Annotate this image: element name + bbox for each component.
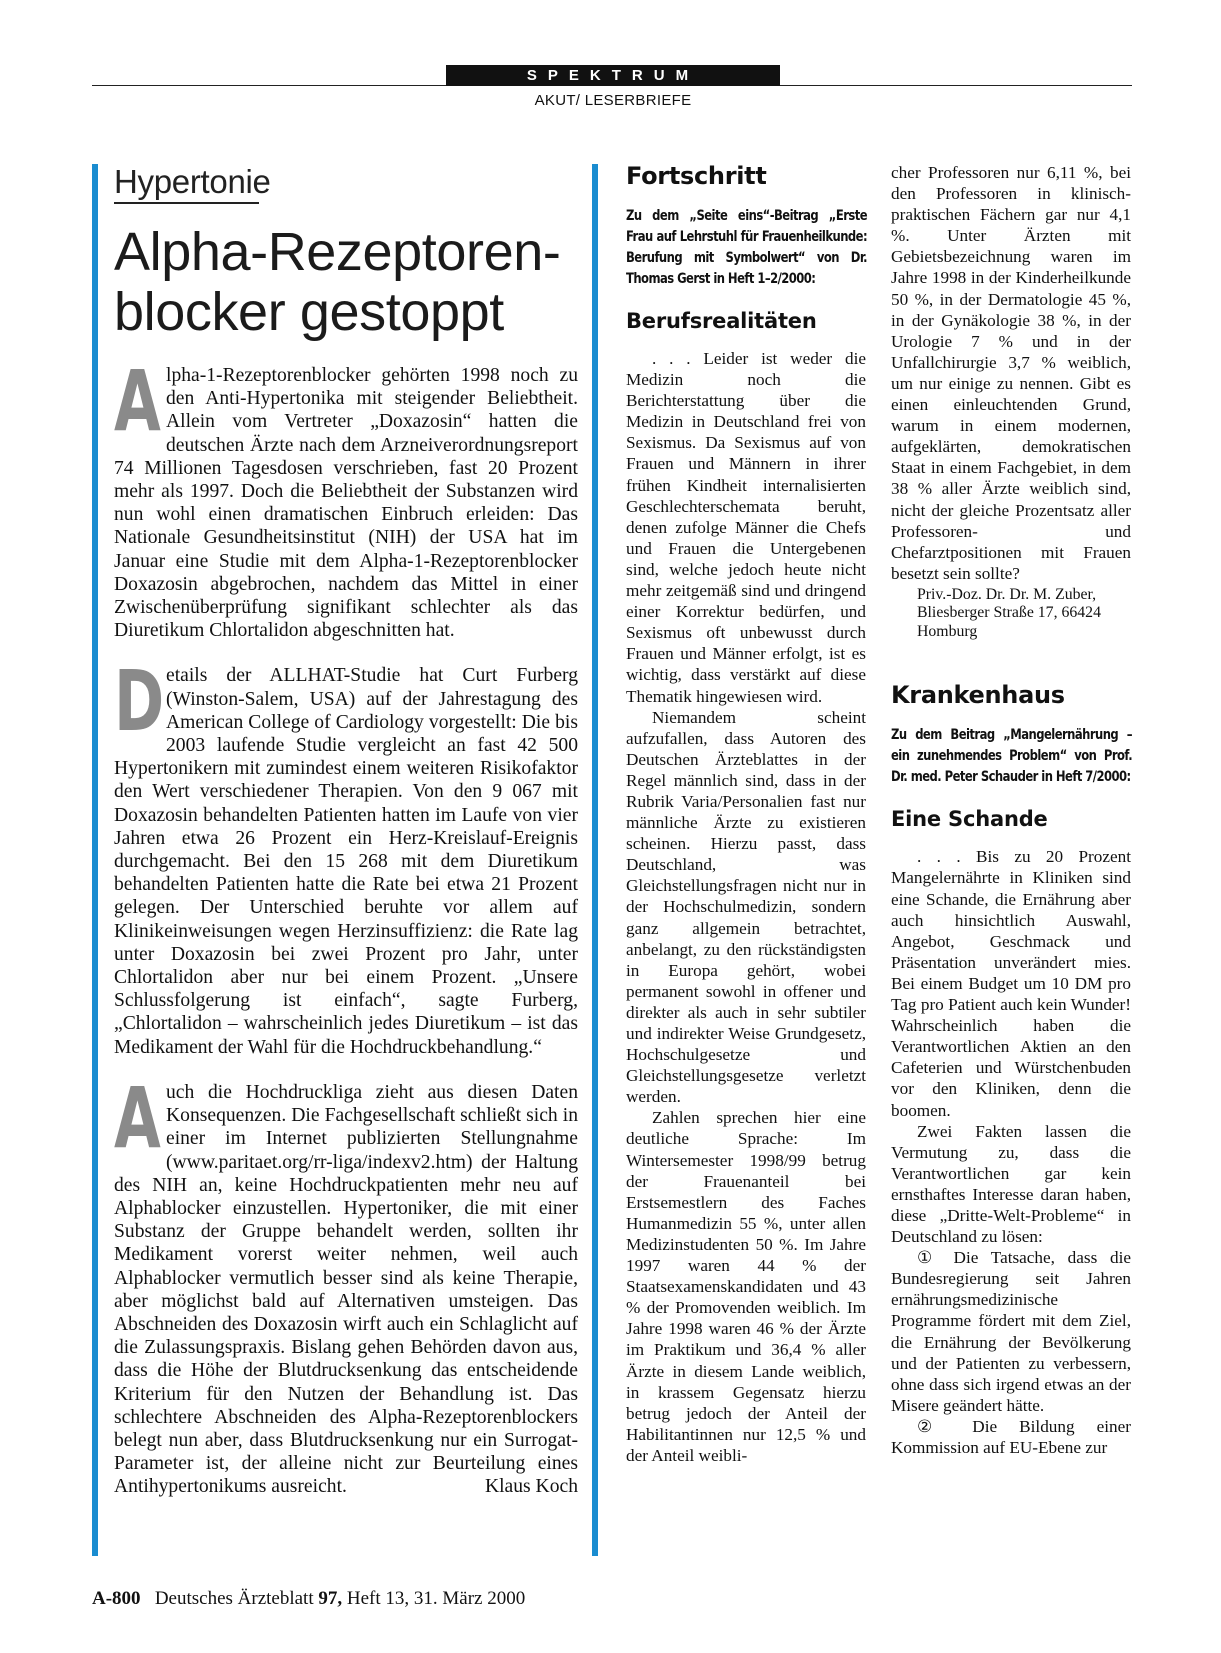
letter-column-middle (626, 162, 866, 1466)
headline-line-1: Alpha-Rezeptoren- (114, 222, 561, 282)
left-accent-bar (92, 164, 98, 1556)
journal-name: Deutsches Ärzteblatt (154, 1588, 314, 1609)
headline-line-2: blocker gestoppt (114, 282, 504, 342)
letter-paragraph: Niemandem scheint aufzufallen, dass Autoren des Deutschen Ärzteblattes in der Regel männlich sind, dass in der Rubrik Varia/Personalien fast nur männliche Ärzte zu existieren scheinen. Hierzu passt, dass Deutschland, was Gleichstellungsfragen nicht nur in der Hochschulmedizin, sondern ganz allgemein betrachtet, anbelangt, zu den rückständigsten in Europa gehört, wobei permanent sowohl in offener und direkter als auch in sehr subtiler und indirekter Weise Grundgesetz, Hochschulgesetze und Gleichstellungsgesetze verletzt werden. (626, 707, 866, 1107)
middle-accent-bar (592, 164, 598, 1556)
subsection-label: AKUT/ LESERBRIEFE (534, 92, 692, 109)
rubric-fortschritt: Fortschritt (626, 162, 767, 190)
drop-cap: A (114, 352, 161, 450)
letter-title: Eine Schande (891, 807, 1048, 832)
letter-paragraph: Zwei Fakten lassen die Vermutung zu, dass die Verantwortlichen gar kein ernsthaftes Interesse daran haben, diese „Dritte-Welt-Probleme“ in Deutschland zu lösen: (891, 1121, 1131, 1247)
letter-lead: Zu dem „Seite eins“-Beitrag „Erste Frau auf Lehrstuhl für Frauenheilkunde: Berufung mit Symbolwert“ von Dr. Thomas Gerst in Heft 1–2/2000: (626, 208, 868, 287)
letter-paragraph: Zahlen sprechen hier eine deutliche Sprache: Im Wintersemester 1998/99 betrug der Frauenanteil bei Erstsemestlern des Faches Humanmedizin 55 %, unter allen Medizinstudenten 50 %. Im Jahre 1997 waren 44 % der Staatsexamenskandidaten und 43 % der Promovenden weiblich. Im Jahre 1998 waren 46 % der Ärzte im Praktikum und 36,4 % aller Ärzte in diesem Lande weiblich, in krassem Gegensatz hierzu betrug jedoch der Anteil der Habilitantinnen nur 12,5 % und der Anteil weibli- (626, 1108, 866, 1465)
letter-paragraph: . . . Bis zu 20 Prozent Mangelernährte in Kliniken sind eine Schande, die Ernährung aber auch hinsichtlich Auswahl, Angebot, Geschmack und Präsentation unverändert mies. Bei einem Budget um 10 DM pro Tag pro Patient auch kein Wunder! Wahrscheinlich haben die Verantwortlichen Aktien an den Cafeterien und Würstchenbuden vor den Kliniken, denn die boomen. (891, 847, 1131, 1120)
rubric-krankenhaus: Krankenhaus (891, 681, 1065, 710)
letter-paragraph: ② Die Bildung einer Kommission auf EU-Ebene zur (891, 1416, 1131, 1457)
drop-cap: D (114, 652, 165, 751)
article-paragraph: Auch die Hochdruckliga zieht aus diesen Daten Konsequenzen. Die Fachgesellschaft schließt sich in einer im Internet publizierten Stellungnahme (www.paritaet.org/rr-liga/indexv2.htm) der Haltung des NIH an, keine Hochdruckpatienten mehr neu auf Alphablocker einzustellen. Hypertoniker, die mit einer Substanz der Gruppe behandelt werden, sollten ihr Medikament vorerst weiter nehmen, weil auch Alphablocker vermutlich besser sind als keine Therapie, aber möglichst bald auf Alternativen umsteigen. Das Abschneiden des Doxazosin wirft auch ein Schlaglicht auf die Zulassungspraxis. Bislang gehen Behörden davon aus, dass die Höhe der Blutdrucksenkung das entscheidende Kriterium für den Nutzen der Behandlung ist. Das schlechtere Abschneiden des Alpha-Rezeptorenblockers belegt nun aber, dass Blutdrucksenkung nur ein Surrogat-Parameter ist, der alleine nicht zur Beurteilung eines Antihypertonikums ausreicht. Klaus Koch (114, 1068, 578, 1498)
letter-paragraph-continued: cher Professoren nur 6,11 %, bei den Professoren in klinisch-praktischen Fächern gar nur 4,1 %. Unter Ärzten mit Gebietsbezeichnung waren im Jahre 1998 in der Kinderheilkunde 50 %, in der Dermatologie 45 %, in der Gynäkologie 38 %, in der Urologie 7 % und in der Unfallchirurgie 3,7 % weiblich, um nur einige zu nennen. Gibt es einen einleuchtenden Grund, warum in einem modernen, aufgeklärten, demokratischen Staat in einem Fachgebiet, in dem 38 % aller Ärzte weiblich sind, nicht der gleiche Prozentsatz aller Professoren- und Chefarztpositionen mit Frauen besetzt sein sollte? (891, 163, 1131, 583)
article-author: Klaus Koch (484, 1476, 578, 1498)
letter-column-right (891, 162, 1131, 1458)
letter-title: Berufsrealitäten (626, 309, 817, 333)
letter-lead: Zu dem Beitrag „Mangelernährung – ein zunehmendes Problem“ von Prof. Dr. med. Peter Schauder in Heft 7/2000: (891, 727, 1133, 786)
letter-paragraph: . . . Leider ist weder die Medizin noch die Berichterstattung über die Medizin in Deutschland frei von Sexismus. Da Sexismus auf von Frauen und Männern in ihrer frühen Kindheit internalisierten Geschlechterschemata beruht, denen zufolge Männer die Chefs und Frauen die Untergebenen sind, welche jedoch heute nicht mehr zeitgemäß sind und dringend einer Korrektur bedürfen, und Sexismus oft unbewusst durch Frauen und Männer erfolgt, ist es wichtig, dass verstärkt auf diese Thematik hingewiesen wird. (626, 349, 866, 706)
letter-signature: Priv.-Doz. Dr. Dr. M. Zuber, Bliesberger Straße 17, 66424 Homburg (917, 585, 1101, 640)
journal-issue: Heft 13, 31. März 2000 (346, 1588, 526, 1609)
kicker-underline (114, 202, 259, 204)
article-paragraph: Details der ALLHAT-Studie hat Curt Furberg (Winston-Salem, USA) auf der Jahrestagung des American College of Cardiology vorgestellt: Die bis 2003 laufende Studie vergleicht an fast 42 500 Hypertonikern mit zumindest einem weiteren Risikofaktor den Wert verschiedener Therapien. Von den 9 067 mit Doxazosin behandelten Patienten hatten im Laufe von vier Jahren etwa 26 Prozent ein Herz-Kreislauf-Ereignis durchgemacht. Bei den 15 268 mit dem Diuretikum behandelten Patienten hatte die Rate bei etwa 21 Prozent gelegen. Der Unterschied beruhte vor allem auf Klinikeinweisungen wegen Herzinsuffizienz: die Rate lag unter Doxazosin bei zwei Prozent pro Jahr, unter Chlortalidon aber nur bei einem Prozent. „Unsere Schlussfolgerung ist einfach“, sagte Furberg, „Chlortalidon – wahrscheinlich jedes Diuretikum – ist das Medikament der Wahl für die Hochdruckbehandlung.“ (114, 652, 578, 1058)
article-hypertonie (114, 162, 578, 1499)
page-footer (92, 1588, 525, 1610)
section-label: SPEKTRUM (446, 65, 780, 86)
letter-paragraph: ① Die Tatsache, dass die Bundesregierung seit Jahren ernährungsmedizinische Programme fördert mit dem Ziel, die Ernährung der Bevölkerung und der Patienten zu verbessern, ohne dass sich irgend etwas an der Misere geändert hätte. (891, 1248, 1131, 1415)
drop-cap: A (114, 1068, 161, 1167)
article-kicker: Hypertonie (114, 163, 271, 200)
article-paragraph: Alpha-1-Rezeptorenblocker gehörten 1998 noch zu den Anti-Hypertonika mit steigender Beliebtheit. Allein vom Vertreter „Doxazosin“ hatten die deutschen Ärzte nach dem Arzneiverordnungsreport 74 Millionen Tagesdosen verschrieben, fast 20 Prozent mehr als 1997. Doch die Beliebtheit der Substanzen wird nun wohl einen dramatischen Einbruch erleiden: Das Nationale Gesundheitsinstitut (NIH) der USA hat im Januar eine Studie mit dem Alpha-1-Rezeptorenblocker Doxazosin abgebrochen, nachdem das Mittel in einer Zwischenüberprüfung signifikant schlechter als das Diuretikum Chlortalidon abgeschnitten hat. (114, 352, 578, 642)
journal-volume: 97, (318, 1588, 343, 1609)
article-headline (114, 222, 578, 342)
page-number: A-800 (92, 1588, 141, 1609)
